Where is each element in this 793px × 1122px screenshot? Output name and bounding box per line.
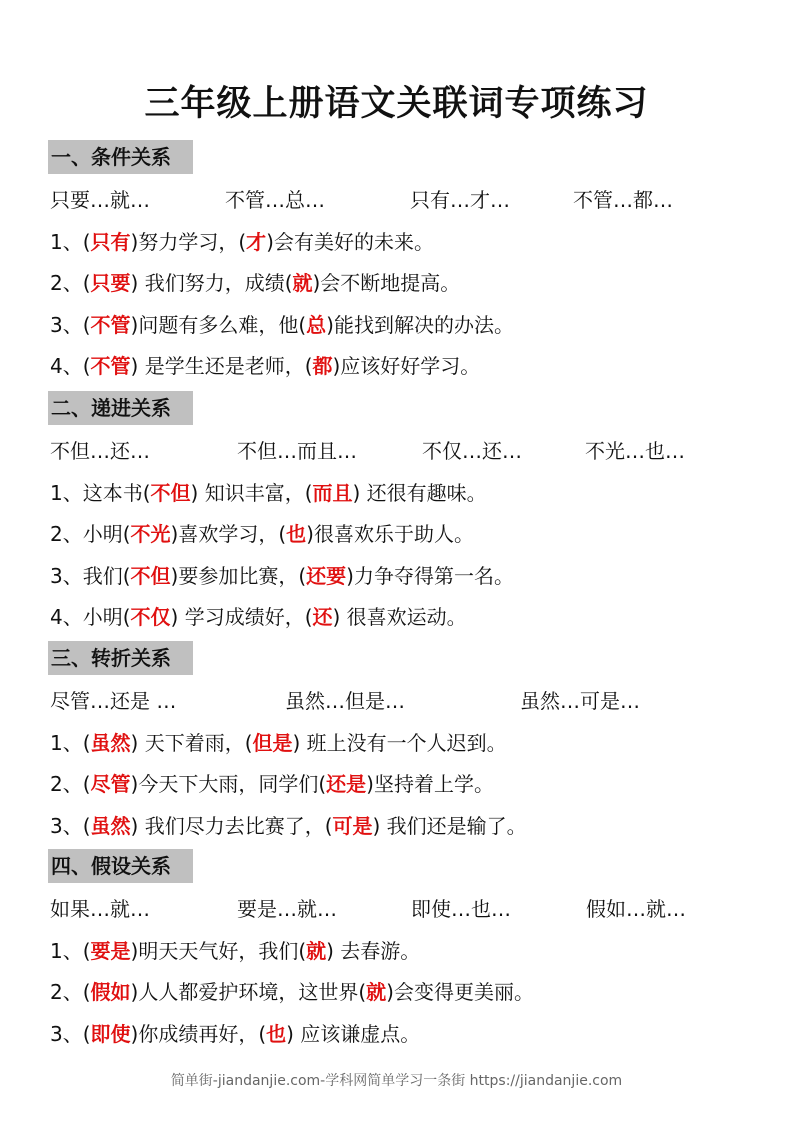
sentence-text: )要参加比赛，(	[170, 563, 307, 588]
section-heading: 二、递进关系	[48, 391, 193, 425]
sentence-text: )人人都爱护环境，这世界(	[130, 980, 367, 1005]
sentence-text: 1、这本书(	[50, 480, 151, 505]
sentence-text: 1、(	[50, 730, 91, 755]
keyword-pair: 不但…而且…	[237, 439, 357, 463]
exercise-sentence	[50, 519, 474, 549]
section-heading: 四、假设关系	[48, 849, 193, 883]
sentence-text: )坚持着上学。	[366, 772, 494, 797]
exercise-sentence	[50, 602, 467, 632]
answer-word: 要是	[90, 938, 131, 963]
keyword-pair: 虽然…可是…	[520, 689, 640, 713]
exercise-sentence	[50, 268, 460, 298]
exercise-sentence	[50, 728, 507, 758]
answer-word: 还是	[326, 772, 367, 797]
keyword-pair: 尽管…还是 …	[50, 689, 177, 713]
sentence-text: ) 还很有趣味。	[352, 480, 487, 505]
sentence-text: 2、小明(	[50, 522, 131, 547]
sentence-text: )今天下大雨，同学们(	[130, 772, 327, 797]
exercise-sentence	[50, 1019, 420, 1049]
sentence-text: )会变得更美丽。	[386, 980, 534, 1005]
keyword-pair: 如果…就…	[50, 897, 150, 921]
answer-word: 即使	[90, 1021, 131, 1046]
section-heading: 三、转折关系	[48, 641, 193, 675]
exercise-sentence	[50, 351, 480, 381]
exercise-sentence	[50, 561, 514, 591]
answer-word: 不但	[150, 480, 191, 505]
answer-word: 虽然	[90, 730, 131, 755]
sentence-text: 4、(	[50, 354, 91, 379]
answer-word: 尽管	[90, 772, 131, 797]
sentence-text: ) 去春游。	[326, 938, 421, 963]
answer-word: 还	[312, 605, 333, 630]
keyword-pair: 不仅…还…	[422, 439, 522, 463]
answer-word: 还要	[306, 563, 347, 588]
exercise-sentence	[50, 478, 487, 508]
sentence-text: ) 很喜欢运动。	[332, 605, 467, 630]
keyword-pair: 只有…才…	[410, 188, 510, 212]
keyword-pair: 不管…都…	[573, 188, 673, 212]
sentence-text: 1、(	[50, 229, 91, 254]
exercise-sentence	[50, 769, 494, 799]
answer-word: 但是	[252, 730, 293, 755]
sentence-text: 3、(	[50, 312, 91, 337]
sentence-text: ) 我们还是输了。	[372, 813, 527, 838]
answer-word: 不管	[90, 354, 131, 379]
answer-word: 虽然	[90, 813, 131, 838]
sentence-text: 3、(	[50, 1021, 91, 1046]
sentence-text: )你成绩再好，(	[130, 1021, 267, 1046]
answer-word: 总	[306, 312, 327, 337]
keyword-pair: 假如…就…	[586, 897, 686, 921]
keyword-pair: 虽然…但是…	[285, 689, 405, 713]
sentence-text: )努力学习，(	[130, 229, 247, 254]
section-heading: 一、条件关系	[48, 140, 193, 174]
exercise-sentence	[50, 310, 514, 340]
sentence-text: 2、(	[50, 772, 91, 797]
answer-word: 就	[306, 938, 327, 963]
sentence-text: 3、我们(	[50, 563, 131, 588]
sentence-text: )明天天气好，我们(	[130, 938, 307, 963]
sentence-text: )很喜欢乐于助人。	[306, 522, 474, 547]
sentence-text: ) 学习成绩好，(	[170, 605, 313, 630]
page-title: 三年级上册语文关联词专项练习	[144, 84, 649, 124]
answer-word: 不光	[130, 522, 171, 547]
answer-word: 也	[286, 522, 307, 547]
keyword-pair: 不但…还…	[50, 439, 150, 463]
sentence-text: )喜欢学习，(	[170, 522, 287, 547]
exercise-sentence	[50, 977, 534, 1007]
sentence-text: ) 我们尽力去比赛了，(	[130, 813, 333, 838]
footer-watermark: 简单街-jiandanjie.com-学科网简单学习一条街 https://jiandanjie.com	[170, 1073, 623, 1089]
keyword-pair: 不管…总…	[225, 188, 325, 212]
answer-word: 也	[266, 1021, 287, 1046]
answer-word: 就	[292, 271, 313, 296]
answer-word: 只有	[90, 229, 131, 254]
answer-word: 才	[246, 229, 267, 254]
sentence-text: ) 应该谦虚点。	[286, 1021, 421, 1046]
sentence-text: ) 我们努力，成绩(	[130, 271, 293, 296]
sentence-text: )会不断地提高。	[312, 271, 461, 296]
sentence-text: ) 天下着雨，(	[130, 730, 253, 755]
answer-word: 而且	[312, 480, 353, 505]
answer-word: 都	[312, 354, 333, 379]
exercise-sentence	[50, 936, 420, 966]
answer-word: 假如	[90, 980, 131, 1005]
keyword-pair: 只要…就…	[50, 188, 150, 212]
sentence-text: )会有美好的未来。	[266, 229, 434, 254]
answer-word: 只要	[90, 271, 131, 296]
answer-word: 不管	[90, 312, 131, 337]
sentence-text: 4、小明(	[50, 605, 131, 630]
sentence-text: 2、(	[50, 980, 91, 1005]
answer-word: 不仅	[130, 605, 171, 630]
exercise-sentence	[50, 227, 434, 257]
sentence-text: 3、(	[50, 813, 91, 838]
sentence-text: ) 知识丰富，(	[190, 480, 313, 505]
sentence-text: )应该好好学习。	[332, 354, 481, 379]
sentence-text: 2、(	[50, 271, 91, 296]
sentence-text: )问题有多么难，他(	[130, 312, 307, 337]
answer-word: 不但	[130, 563, 171, 588]
sentence-text: ) 是学生还是老师，(	[130, 354, 313, 379]
keyword-pair: 即使…也…	[411, 897, 511, 921]
keyword-pair: 不光…也…	[585, 439, 685, 463]
answer-word: 就	[366, 980, 387, 1005]
sentence-text: 1、(	[50, 938, 91, 963]
sentence-text: )能找到解决的办法。	[326, 312, 514, 337]
exercise-sentence	[50, 811, 527, 841]
answer-word: 可是	[332, 813, 373, 838]
sentence-text: )力争夺得第一名。	[346, 563, 514, 588]
sentence-text: ) 班上没有一个人迟到。	[292, 730, 507, 755]
keyword-pair: 要是…就…	[237, 897, 337, 921]
